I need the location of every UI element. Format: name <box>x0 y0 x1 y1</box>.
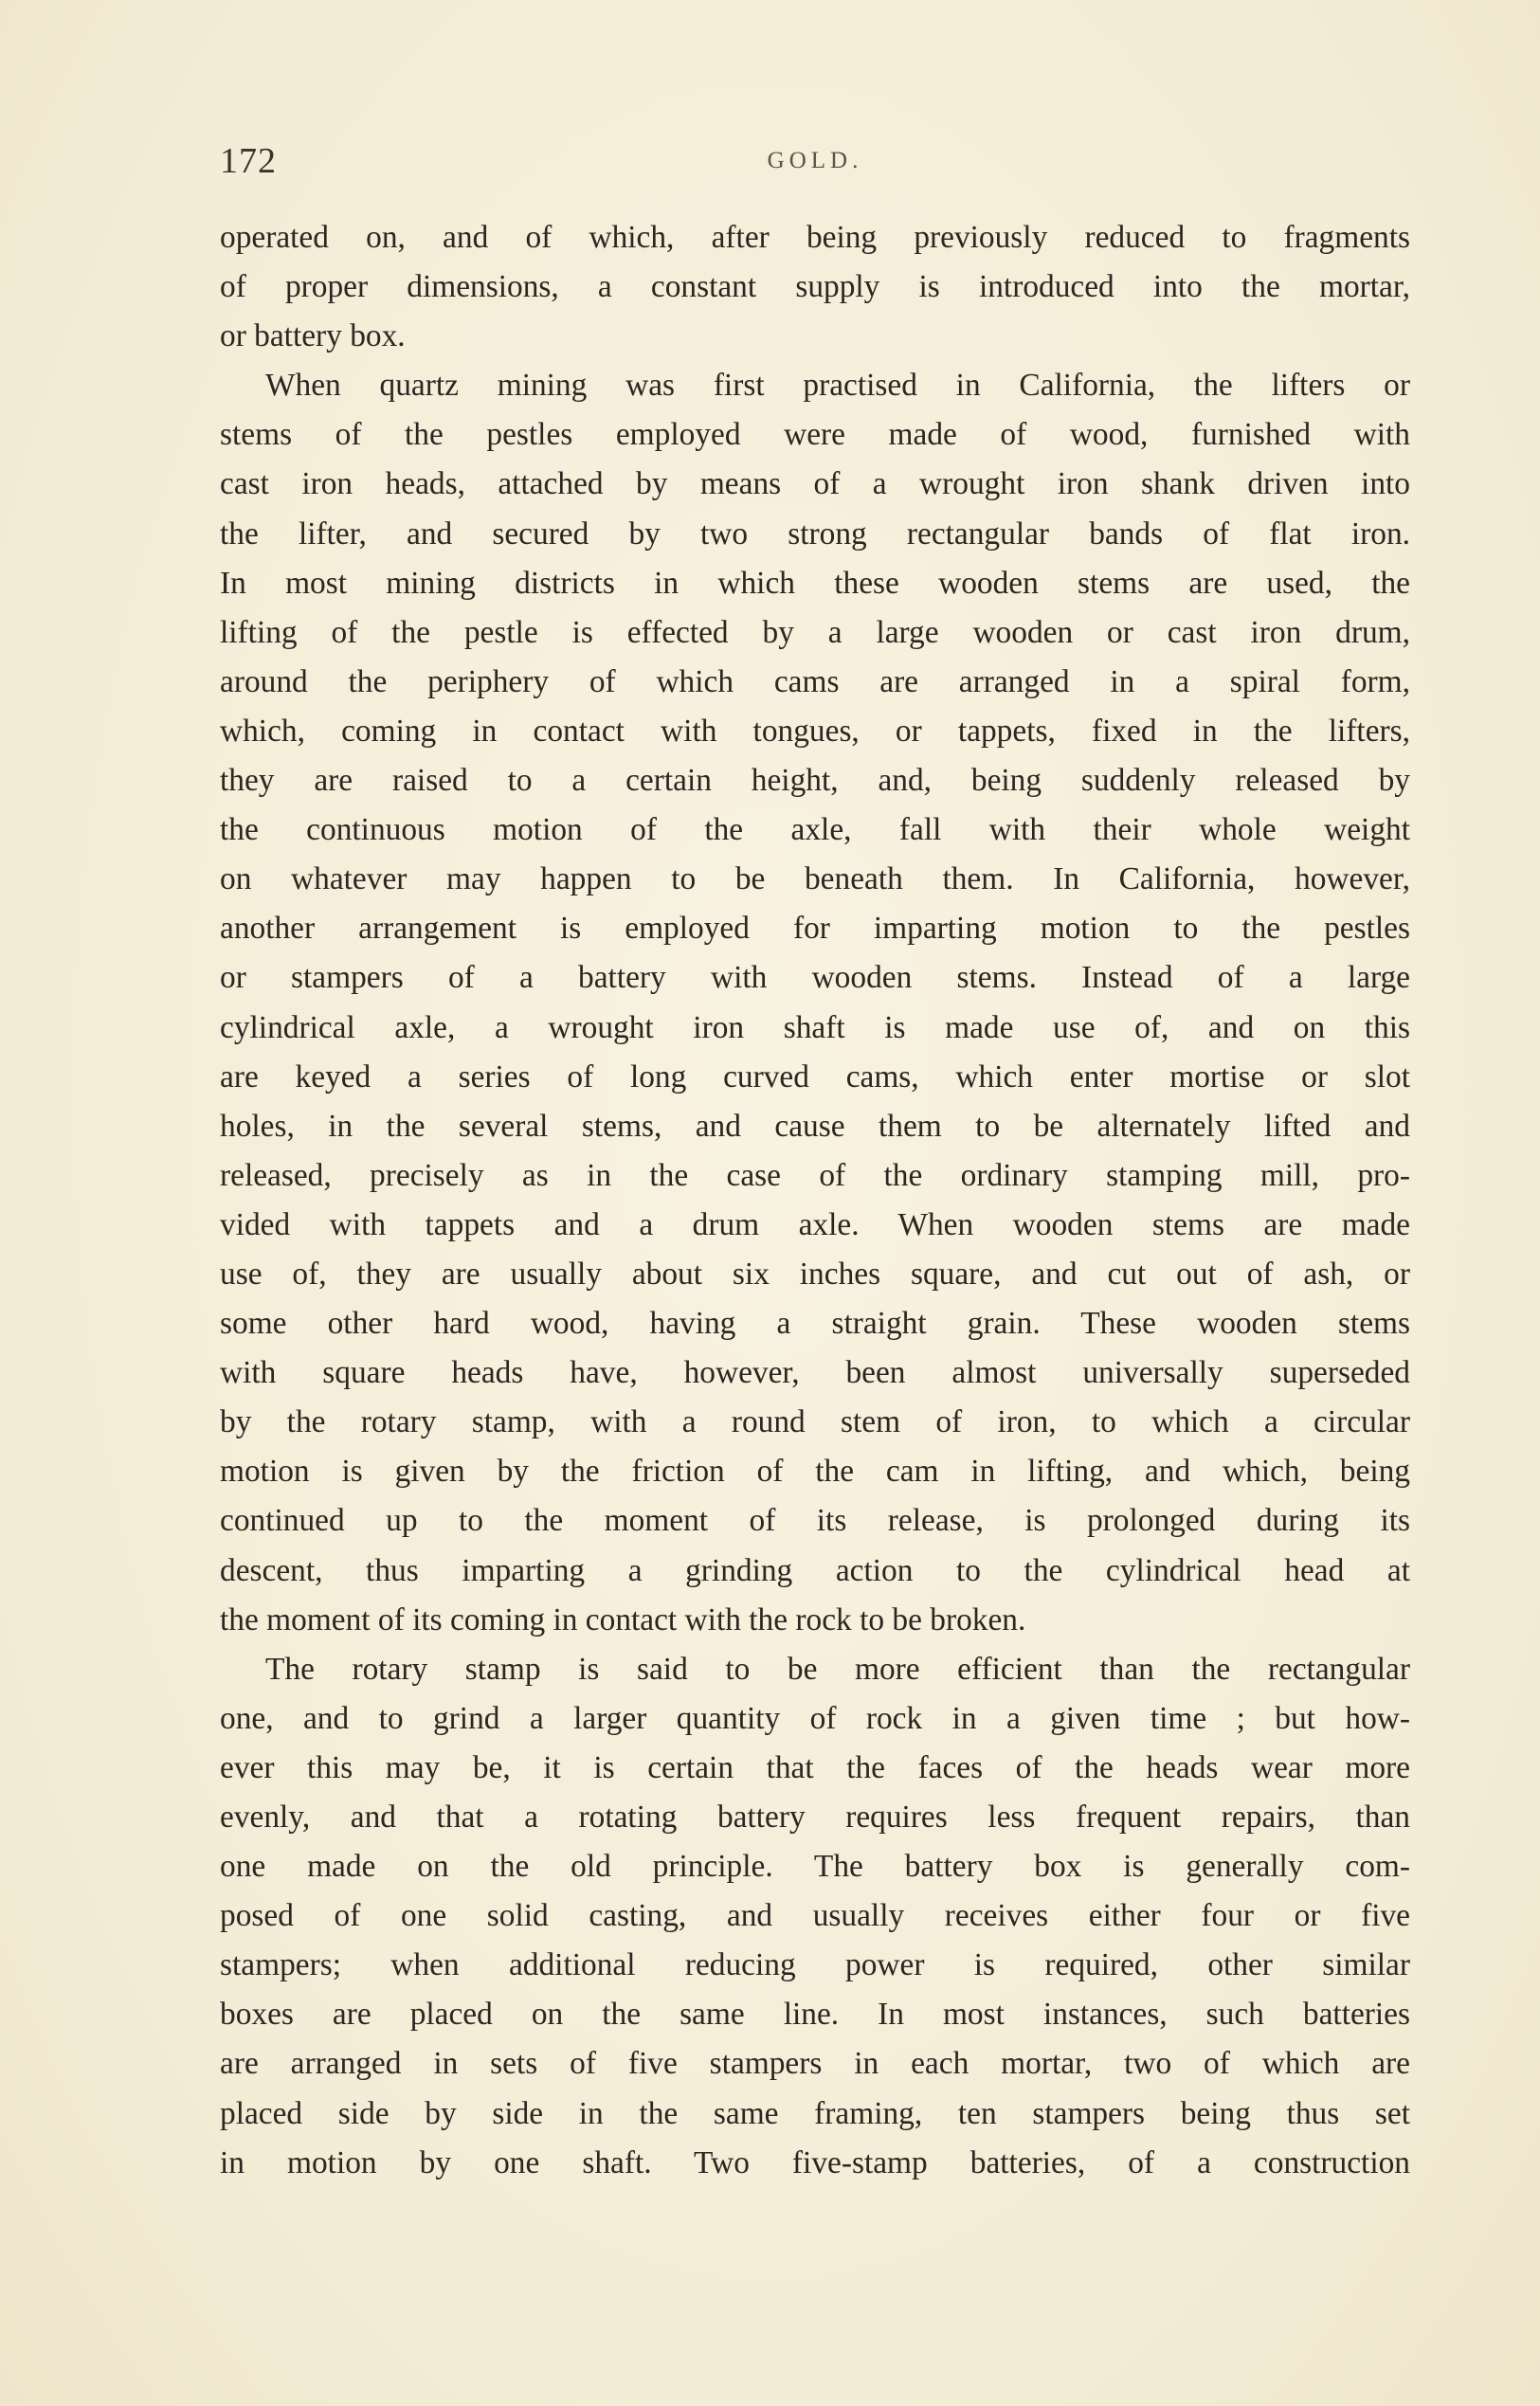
text-line: in motion by one shaft. Two five-stamp batteries, of a construction <box>220 2144 1410 2180</box>
text-line: with square heads have, however, been almost universally superseded <box>220 1355 1410 1391</box>
text-line: some other hard wood, having a straight grain. These wooden stems <box>220 1306 1410 1342</box>
text-line: lifting of the pestle is effected by a large wooden or cast iron drum, <box>220 614 1410 650</box>
text-line: When quartz mining was first practised in California, the lifters or <box>265 368 1410 404</box>
text-line: the continuous motion of the axle, fall with their whole weight <box>220 812 1410 848</box>
text-line: cast iron heads, attached by means of a wrought iron shank driven into <box>220 466 1410 502</box>
text-line: the moment of its coming in contact with the rock to be broken. <box>220 1601 1026 1637</box>
text-line: evenly, and that a rotating battery requires less frequent repairs, than <box>220 1800 1410 1835</box>
text-line: In most mining districts in which these wooden stems are used, the <box>220 565 1410 601</box>
text-line: or battery box. <box>220 318 406 354</box>
text-line: ever this may be, it is certain that the faces of the heads wear more <box>220 1749 1410 1785</box>
text-line: another arrangement is employed for imparting motion to the pestles <box>220 911 1410 947</box>
text-line: stampers; when additional reducing power is required, other similar <box>220 1947 1410 1983</box>
text-line: on whatever may happen to be beneath them. In California, however, <box>220 861 1410 897</box>
text-line: The rotary stamp is said to be more efficient than the rectangular <box>265 1651 1410 1687</box>
text-line: are keyed a series of long curved cams, which enter mortise or slot <box>220 1058 1410 1094</box>
text-line: by the rotary stamp, with a round stem of iron, to which a circular <box>220 1404 1410 1440</box>
text-line: stems of the pestles employed were made of wood, furnished with <box>220 417 1410 453</box>
body-text <box>220 213 1410 2188</box>
text-line: holes, in the several stems, and cause them to be alternately lifted and <box>220 1108 1410 1144</box>
text-line: continued up to the moment of its release, is prolonged during its <box>220 1503 1410 1539</box>
text-line: posed of one solid casting, and usually receives either four or five <box>220 1898 1410 1934</box>
text-line: the lifter, and secured by two strong rectangular bands of flat iron. <box>220 516 1410 552</box>
running-head: GOLD. <box>767 148 863 173</box>
text-line: operated on, and of which, after being previously reduced to fragments <box>220 220 1410 255</box>
text-line: cylindrical axle, a wrought iron shaft is made use of, and on this <box>220 1009 1410 1045</box>
text-line: boxes are placed on the same line. In most instances, such batteries <box>220 1997 1410 2033</box>
text-line: released, precisely as in the case of the ordinary stamping mill, pro- <box>220 1157 1410 1193</box>
text-line: vided with tappets and a drum axle. When wooden stems are made <box>220 1206 1410 1242</box>
text-line: use of, they are usually about six inches square, and cut out of ash, or <box>220 1256 1410 1292</box>
text-line: descent, thus imparting a grinding action to the cylindrical head at <box>220 1552 1410 1588</box>
page-header <box>220 140 1410 188</box>
text-line: which, coming in contact with tongues, or tappets, fixed in the lifters, <box>220 713 1410 749</box>
text-line: they are raised to a certain height, and, being suddenly released by <box>220 763 1410 799</box>
page-number: 172 <box>220 141 277 181</box>
text-line: or stampers of a battery with wooden stems. Instead of a large <box>220 960 1410 996</box>
text-line: placed side by side in the same framing, ten stampers being thus set <box>220 2095 1410 2131</box>
text-line: are arranged in sets of five stampers in each mortar, two of which are <box>220 2046 1410 2082</box>
text-line: one made on the old principle. The battery box is generally com- <box>220 1849 1410 1885</box>
text-line: around the periphery of which cams are arranged in a spiral form, <box>220 663 1410 699</box>
text-line: motion is given by the friction of the cam in lifting, and which, being <box>220 1454 1410 1490</box>
text-line: one, and to grind a larger quantity of rock in a given time ; but how- <box>220 1700 1410 1736</box>
text-line: of proper dimensions, a constant supply is introduced into the mortar, <box>220 269 1410 305</box>
